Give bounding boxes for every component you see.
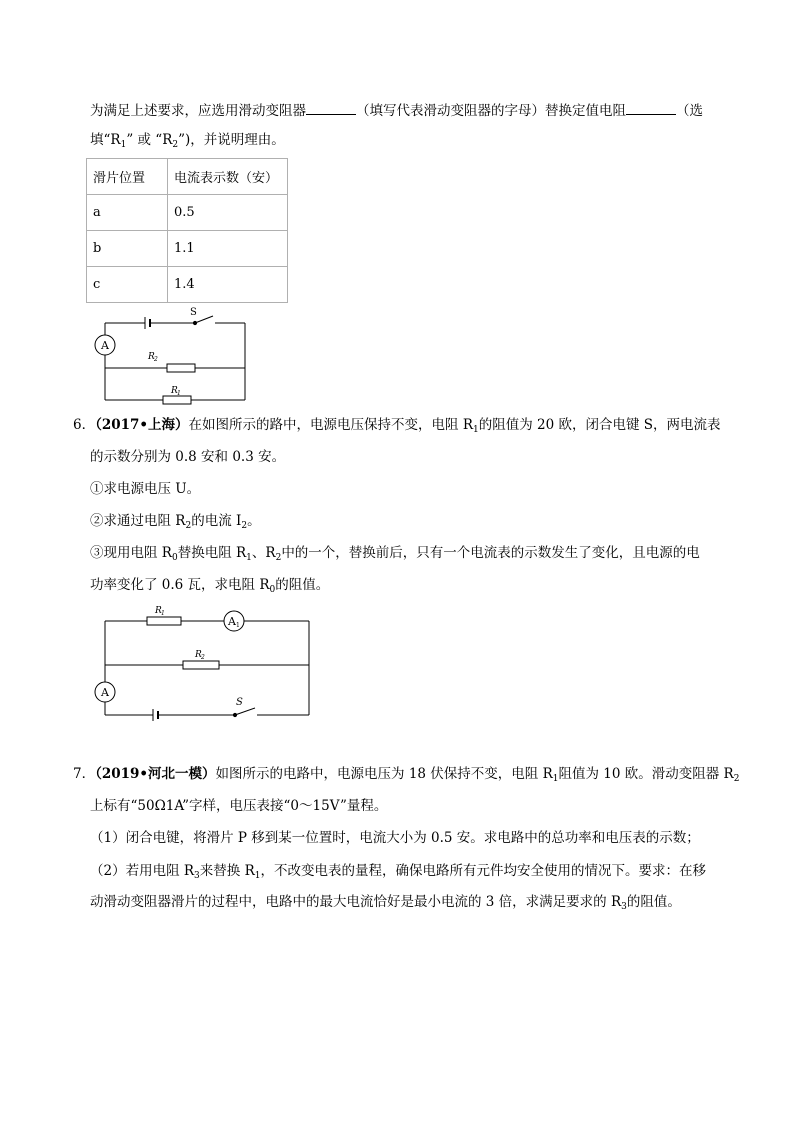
r2-label: R [195, 650, 202, 660]
q6-text: 的阻值。 [275, 577, 330, 593]
switch-lever[interactable] [235, 708, 255, 715]
r1-label: R [171, 386, 178, 396]
q5-text: ” 或 “R [126, 132, 173, 148]
subscript: 2 [241, 521, 248, 531]
question-source: （2017•上海） [95, 417, 189, 433]
subscript: 1 [120, 140, 127, 150]
q7-text: 如图所示的电路中，电源电压为 18 伏保持不变，电阻 R [215, 766, 553, 782]
r2-label: R [148, 352, 155, 362]
q6-item-1: ①求电源电压 U。 [90, 481, 201, 497]
q7-line-2: 上标有“50Ω1A”字样，电压表接“0～15V”量程。 [90, 798, 388, 814]
subscript: 1 [473, 425, 479, 435]
q5-line-2 [90, 130, 285, 150]
q6-circuit-diagram [85, 598, 320, 723]
q7-item-1: （1）闭合电键，将滑片 P 移到某一位置时，电流大小为 0.5 安。求电路中的总功率和电压表的示数； [90, 830, 700, 846]
question-number: 6． [73, 417, 96, 433]
r1-label: R [155, 606, 162, 616]
q7-item-2 [90, 861, 706, 881]
subscript: 1 [246, 553, 252, 563]
q5-data-table [86, 158, 288, 303]
q6-text: 功率变化了 0.6 瓦，求电阻 R [90, 577, 270, 593]
subscript: 2 [733, 774, 740, 784]
q6-text: 中的一个，替换前后，只有一个电流表的示数发生了变化，且电源的电 [281, 545, 700, 561]
r1-resistor [147, 617, 181, 625]
q6-line-2: 的示数分别为 0.8 安和 0.3 安。 [90, 449, 286, 465]
subscript: 0 [171, 553, 178, 563]
q7-line-1 [73, 764, 739, 784]
table-cell: 1.4 [168, 267, 288, 303]
q6-text: 的电流 I [191, 513, 242, 529]
q7-text: 阻值为 10 欧。滑动变阻器 R [558, 766, 734, 782]
q7-text: 动滑动变阻器滑片的过程中，电路中的最大电流恰好是最小电流的 3 倍，求满足要求的 R [90, 894, 622, 910]
q5-text: 为满足上述要求，应选用滑动变阻器 [90, 103, 306, 119]
subscript: 2 [172, 140, 179, 150]
r1-resistor [163, 396, 191, 404]
q5-blank-rheostat[interactable] [306, 102, 356, 115]
q5-text: 填“R [90, 132, 121, 148]
q7-text: ，不改变电表的量程，确保电路所有元件均安全使用的情况下。要求：在移 [260, 863, 706, 879]
switch-label: S [190, 307, 197, 318]
subscript: 1 [254, 871, 261, 881]
q6-item-3 [90, 543, 700, 563]
q6-text: 替换电阻 R [177, 545, 247, 561]
table-cell: a [87, 195, 168, 231]
q6-text: 。 [247, 513, 261, 529]
subscript: 3 [621, 902, 627, 912]
subscript: 1 [552, 774, 559, 784]
q7-text: 的阻值。 [626, 894, 681, 910]
q6-item-2 [90, 511, 261, 531]
q6-text: 、R [251, 545, 276, 561]
r2-label-sub: 2 [154, 356, 158, 363]
table-row [87, 195, 288, 231]
table-cell: 1.1 [168, 231, 288, 267]
q5-text: ”)，并说明理由。 [178, 132, 285, 148]
question-number: 7． [73, 766, 96, 782]
q6-text: 的阻值为 20 欧，闭合电键 S，两电流表 [478, 417, 721, 433]
q5-circuit-diagram [85, 305, 260, 405]
r2-resistor [167, 364, 195, 372]
table-header-cell: 电流表示数（安） [168, 159, 288, 195]
r2-label-sub: 2 [201, 654, 205, 661]
q5-blank-resistor[interactable] [626, 102, 676, 115]
r1-label-sub: 1 [161, 610, 165, 617]
table-cell: c [87, 267, 168, 303]
subscript: 2 [185, 521, 192, 531]
r2-resistor [183, 661, 219, 669]
table-header-row [87, 159, 288, 195]
q7-text: 来替换 R [199, 863, 255, 879]
q5-text: （填写代表滑动变阻器的字母）替换定值电阻 [356, 103, 626, 119]
q6-line-1 [73, 415, 721, 435]
q6-text: ②求通过电阻 R [90, 513, 186, 529]
table-row [87, 267, 288, 303]
q6-text: 在如图所示的路中，电源电压保持不变，电阻 R [188, 417, 474, 433]
subscript: 3 [194, 871, 200, 881]
q6-item-3-line-2 [90, 575, 329, 595]
q6-text: ③现用电阻 R [90, 545, 172, 561]
a1-label: A [228, 615, 236, 628]
switch-label: S [236, 697, 243, 708]
table-cell: b [87, 231, 168, 267]
r1-label-sub: 1 [177, 390, 181, 397]
q7-text: （2）若用电阻 R [90, 863, 195, 879]
question-source: （2019•河北一模） [95, 766, 216, 782]
ammeter-label: A [101, 339, 109, 352]
table-header-cell: 滑片位置 [87, 159, 168, 195]
table-cell: 0.5 [168, 195, 288, 231]
table-row [87, 231, 288, 267]
a1-label-sub: 1 [236, 622, 240, 629]
q5-line-1 [90, 101, 703, 121]
subscript: 2 [275, 553, 282, 563]
q5-text: （选 [676, 103, 703, 119]
switch-lever[interactable] [195, 316, 213, 323]
q7-item-2-line-2 [90, 892, 681, 912]
ammeter-label: A [101, 686, 109, 699]
subscript: 0 [269, 585, 276, 595]
